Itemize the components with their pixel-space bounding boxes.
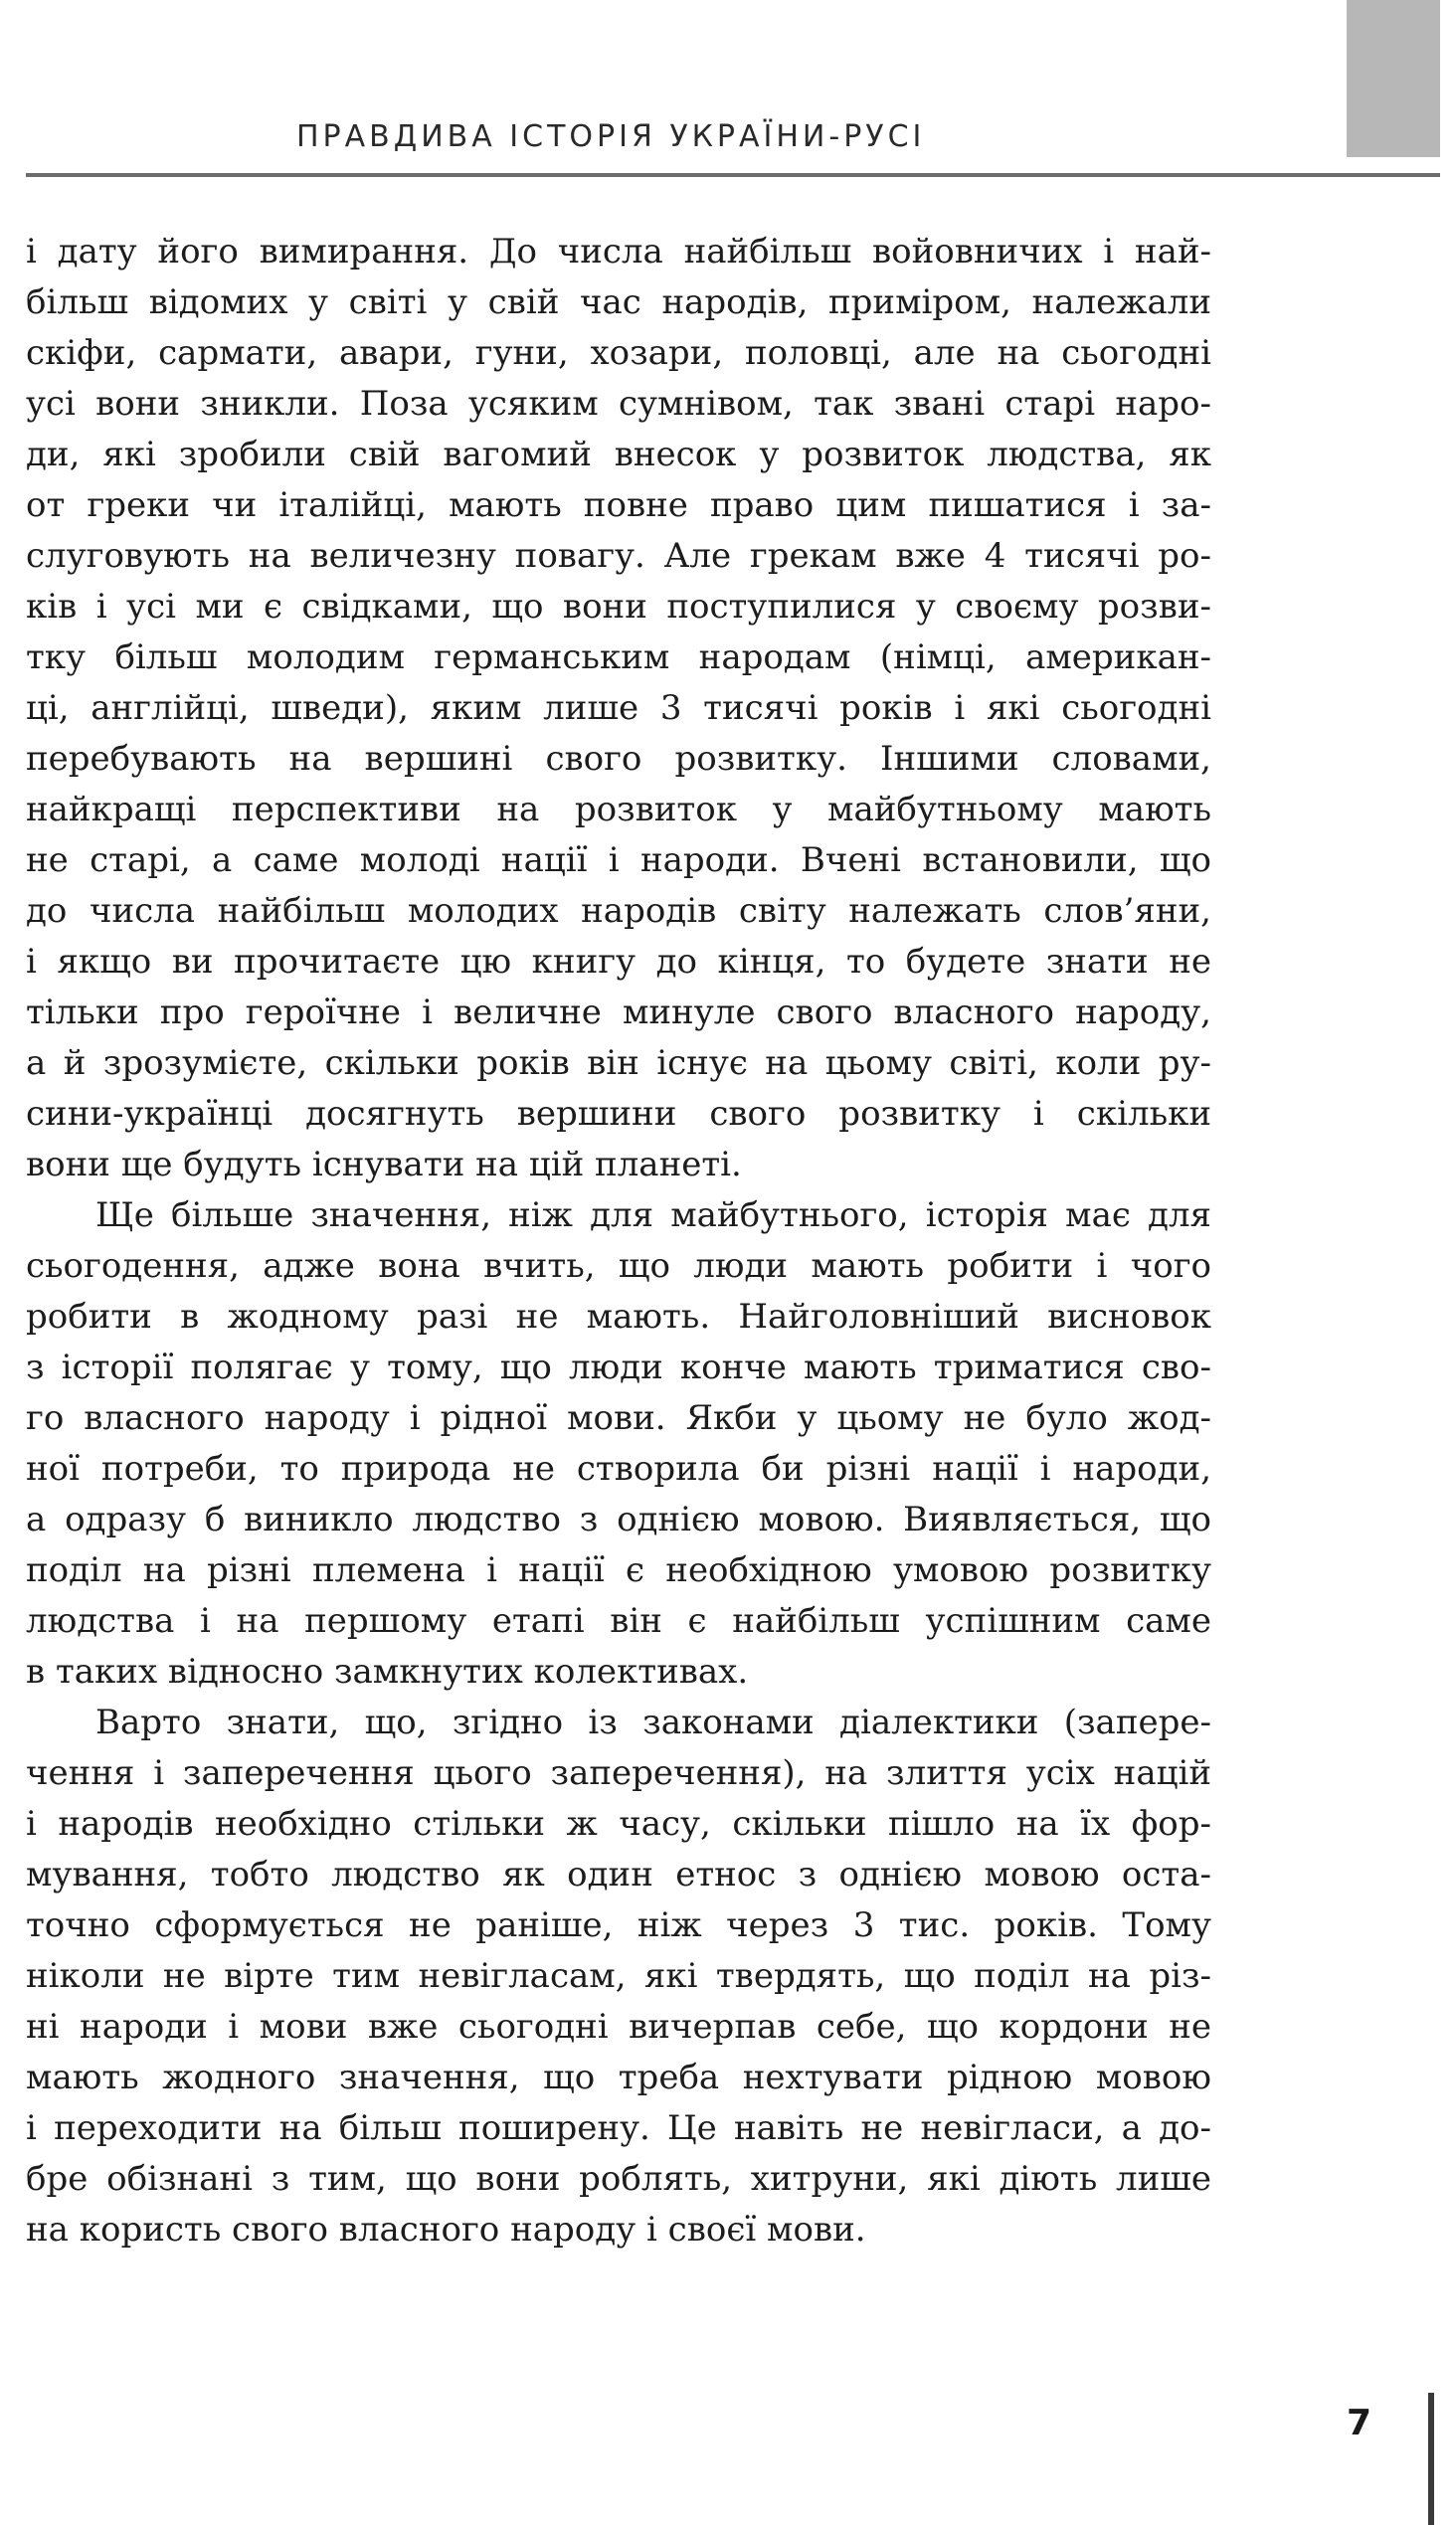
text-line: бре обізнані з тим, що вони роблять, хитруни, які діють лише — [26, 2159, 1211, 2199]
text-line: точно сформується не раніше, ніж через 3 тис. років. Тому — [26, 1905, 1211, 1945]
text-line: найкращі перспективи на розвиток у майбутньому мають — [26, 790, 1211, 829]
text-line: не старі, а саме молоді нації і народи. Вчені встановили, що — [26, 840, 1211, 880]
text-line: в таких відносно замкнутих колективах. — [26, 1652, 749, 1692]
text-line: сьогодення, адже вона вчить, що люди мають робити і чого — [26, 1246, 1211, 1286]
text-line: скіфи, сармати, авари, гуни, хозари, половці, але на сьогодні — [26, 333, 1211, 373]
body-text — [26, 227, 1211, 2255]
text-line: більш відомих у світі у свій час народів, приміром, належали — [26, 282, 1211, 322]
paragraph — [26, 1190, 1211, 1698]
text-line: ної потреби, то природа не створила би різні нації і народи, — [26, 1449, 1211, 1489]
text-line: ди, які зробили свій вагомий внесок у розвиток людства, як — [26, 435, 1211, 474]
text-line: поділ на різні племена і нації є необхідною умовою розвитку — [26, 1550, 1211, 1590]
text-line: і якщо ви прочитаєте цю книгу до кінця, то будете знати не — [26, 942, 1211, 982]
text-line: робити в жодному разі не мають. Найголовніший висновок — [26, 1297, 1211, 1337]
text-line: з історії полягає у тому, що люди конче мають триматися сво- — [26, 1348, 1211, 1387]
text-line: тку більш молодим германським народам (німці, американ- — [26, 637, 1211, 677]
text-line: і переходити на більш поширену. Це навіть не невігласи, а до- — [26, 2108, 1211, 2148]
text-line: чення і заперечення цього заперечення), на злиття усіх націй — [26, 1753, 1211, 1793]
text-line: слуговують на величезну повагу. Але грекам вже 4 тисячі ро- — [26, 536, 1211, 576]
text-line: ці, англійці, шведи), яким лише 3 тисячі років і які сьогодні — [26, 688, 1211, 728]
text-line: Варто знати, що, згідно із законами діалектики (запере- — [95, 1703, 1211, 1742]
paragraph — [26, 227, 1211, 1190]
text-line: людства і на першому етапі він є найбільш успішним саме — [26, 1601, 1211, 1641]
text-line: ніколи не вірте тим невігласам, які твердять, що поділ на різ- — [26, 1956, 1211, 1996]
running-head: ПРАВДИВА ІСТОРІЯ УКРАЇНИ-РУСІ — [296, 119, 926, 154]
text-line: мування, тобто людство як один етнос з однією мовою оста- — [26, 1855, 1211, 1894]
text-line: сини-українці досягнуть вершини свого розвитку і скільки — [26, 1094, 1211, 1134]
page-number: 7 — [1347, 2403, 1372, 2443]
text-line: ні народи і мови вже сьогодні вичерпав себе, що кордони не — [26, 2007, 1211, 2047]
paragraph — [26, 1698, 1211, 2255]
page-edge-bar — [1428, 2393, 1434, 2525]
text-line: усі вони зникли. Поза усяким сумнівом, так звані старі наро- — [26, 384, 1211, 424]
text-line: Ще більше значення, ніж для майбутнього, історія має для — [95, 1195, 1211, 1235]
text-line: і народів необхідно стільки ж часу, скільки пішло на їх фор- — [26, 1804, 1211, 1844]
text-line: і дату його вимирання. До числа найбільш войовничих і най- — [26, 232, 1211, 271]
text-line: вони ще будуть існувати на цій планеті. — [26, 1145, 742, 1184]
header-rule — [26, 173, 1440, 177]
text-line: на користь свого власного народу і своєї мови. — [26, 2210, 866, 2250]
chapter-tab — [1347, 0, 1440, 157]
text-line: от греки чи італійці, мають повне право цим пишатися і за- — [26, 485, 1211, 525]
text-line: а одразу б виникло людство з однією мовою. Виявляється, що — [26, 1500, 1211, 1539]
text-line: а й зрозумієте, скільки років він існує на цьому світі, коли ру- — [26, 1043, 1211, 1083]
text-line: до числа найбільш молодих народів світу належать слов’яни, — [26, 891, 1211, 931]
text-line: го власного народу і рідної мови. Якби у цьому не було жод- — [26, 1398, 1211, 1438]
text-line: тільки про героїчне і величне минуле свого власного народу, — [26, 992, 1211, 1032]
text-line: мають жодного значення, що треба нехтувати рідною мовою — [26, 2058, 1211, 2097]
text-line: перебувають на вершині свого розвитку. Іншими словами, — [26, 739, 1211, 779]
text-line: ків і усі ми є свідками, що вони поступилися у своєму розви- — [26, 587, 1211, 627]
